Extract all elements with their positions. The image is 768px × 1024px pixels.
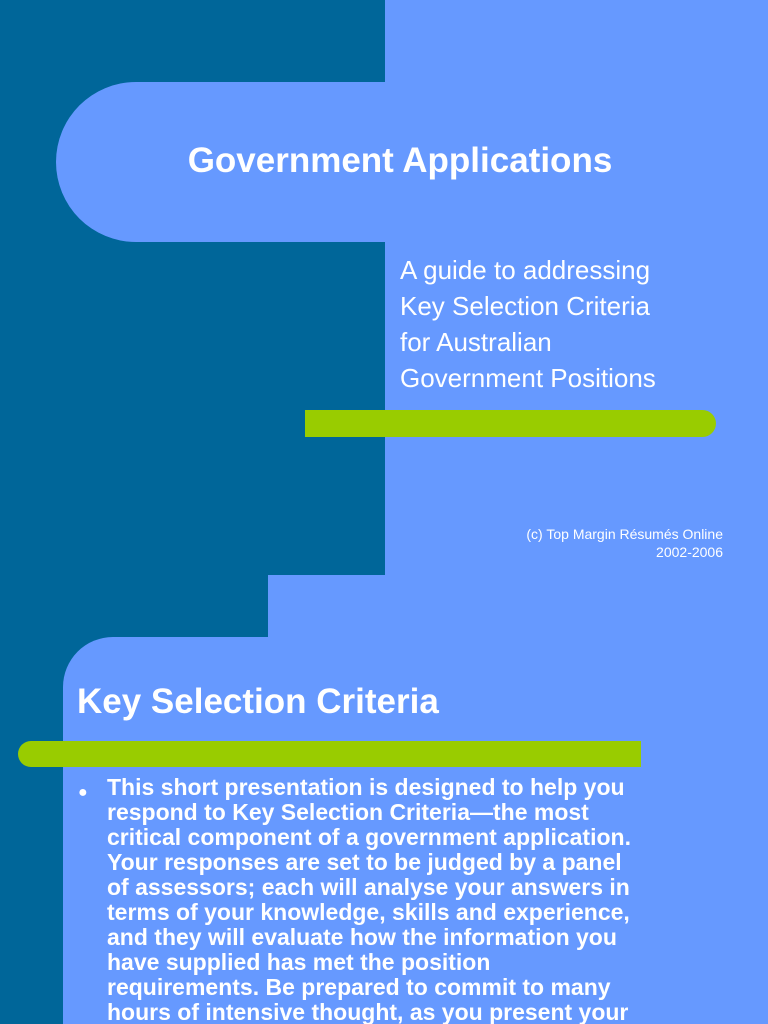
bullet-text-line: hours of intensive thought, as you present your	[107, 999, 629, 1024]
copyright-line: (c) Top Margin Résumés Online	[526, 526, 723, 542]
bullet-text-line: terms of your knowledge, skills and experience,	[107, 899, 630, 925]
subtitle-line: Government Positions	[400, 363, 656, 393]
copyright-notice	[440, 525, 723, 561]
slide-title: Government Applications	[187, 141, 613, 180]
slide-subtitle	[400, 252, 760, 396]
subtitle-line: A guide to addressing	[400, 255, 651, 285]
bullet-list	[78, 775, 738, 1024]
bullet-text-line: critical component of a government application.	[107, 824, 631, 850]
accent-bar	[305, 410, 716, 437]
bullet-icon: ●	[78, 784, 88, 801]
subtitle-line: Key Selection Criteria	[400, 291, 650, 321]
bullet-text-line: This short presentation is designed to help you	[107, 774, 625, 800]
bullet-text-line: of assessors; each will analyse your answers in	[107, 874, 630, 900]
bullet-text-line: requirements. Be prepared to commit to many	[107, 974, 611, 1000]
bullet-text-line: and they will evaluate how the information you	[107, 924, 617, 950]
bullet-text-line: Your responses are set to be judged by a panel	[107, 849, 622, 875]
slide-heading: Key Selection Criteria	[77, 682, 439, 721]
copyright-years: 2002-2006	[656, 544, 723, 560]
subtitle-line: for Australian	[400, 327, 552, 357]
accent-bar	[18, 741, 641, 767]
bullet-text-line: have supplied has met the position	[107, 949, 491, 975]
bullet-text-line: respond to Key Selection Criteria—the most	[107, 799, 589, 825]
content-slide	[0, 575, 768, 1024]
bullet-item	[78, 775, 738, 1024]
